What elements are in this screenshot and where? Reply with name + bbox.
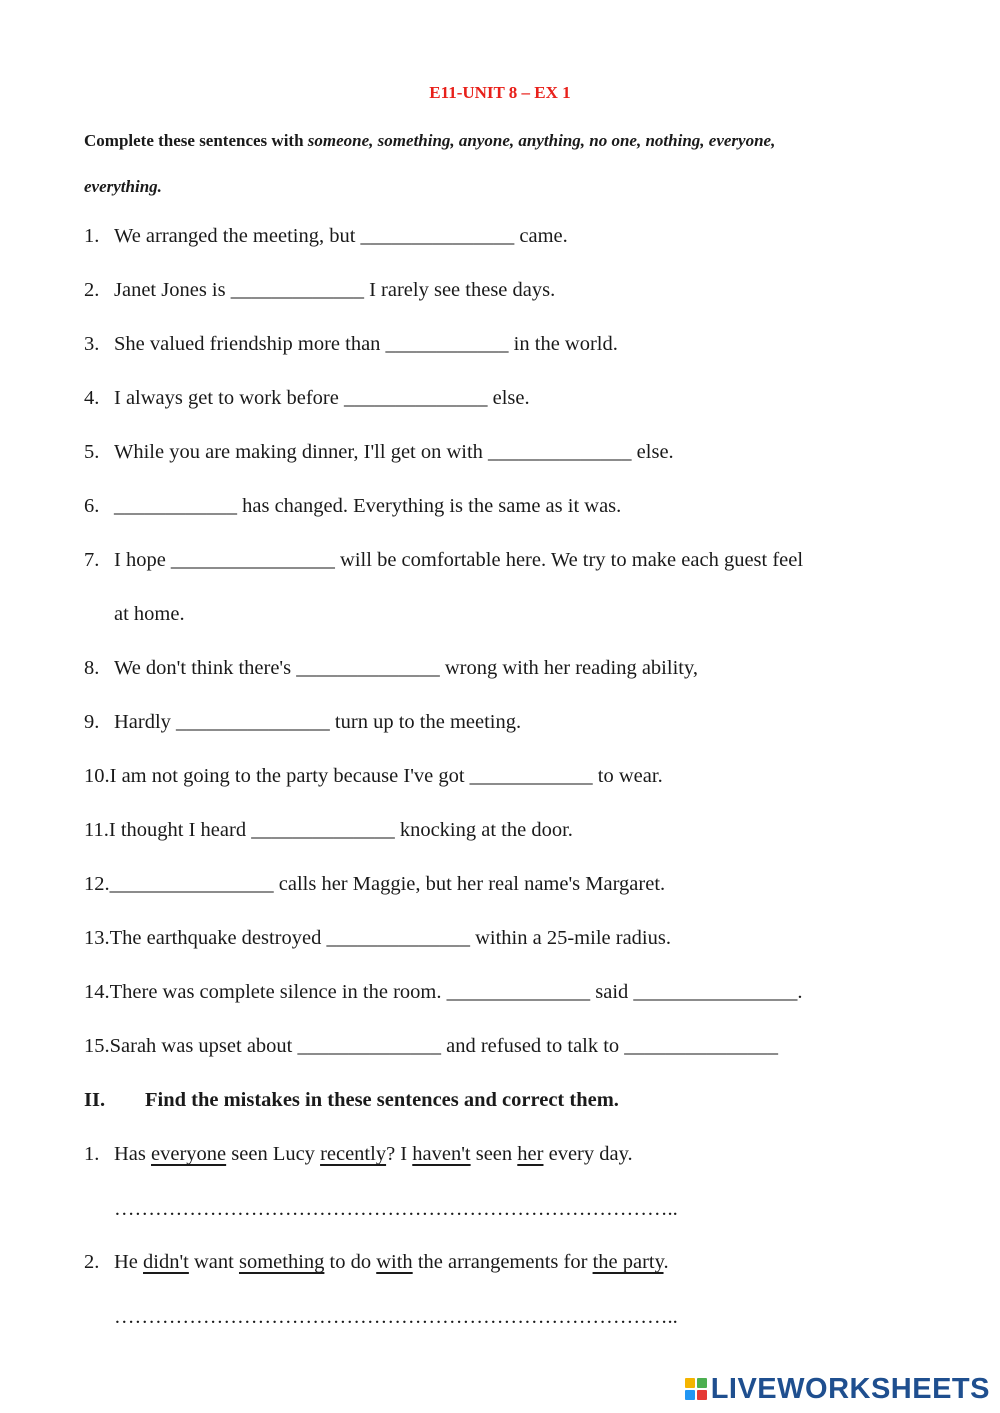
question-text: ____________ has changed. Everything is the same as it was. [114,495,622,517]
question-text: We arranged the meeting, but _______________ came. [114,225,568,247]
instructions-line-1 [84,131,775,151]
sentence-segment: . [663,1251,669,1273]
answer-line-1[interactable]: ……………………………………………………………………….. [114,1198,678,1220]
sentence-segment: every day. [543,1143,633,1165]
sentence-segment: to do [324,1251,377,1273]
question-number: 12. [84,873,110,895]
sentence-segment: want [188,1251,239,1273]
sentence-segment: He [114,1251,144,1273]
question-number: 9. [84,711,100,733]
answer-line-2[interactable]: ……………………………………………………………………….. [114,1306,678,1328]
logo-text: LIVEWORKSHEETS [710,1372,990,1405]
question-number: 4. [84,387,100,409]
question-number: 13. [84,927,110,949]
question-text: I am not going to the party because I've got ____________ to wear. [109,765,663,787]
sentence-segment: seen Lucy [226,1143,321,1165]
underlined-word: haven't [412,1143,471,1165]
question-text: Hardly _______________ turn up to the meeting. [114,711,522,733]
instructions-words-1: someone, something, anyone, anything, no one, nothing, everyone, [307,131,776,150]
question-number: 6. [84,495,100,517]
question-text-continuation: at home. [114,603,185,625]
question-number: 15. [84,1035,110,1057]
logo-square [697,1390,707,1400]
section-2-heading [84,1089,619,1112]
instructions-lead: Complete these sentences with [84,131,304,150]
question-14[interactable] [84,981,803,1004]
logo-square [697,1378,707,1388]
underlined-word: didn't [143,1251,189,1273]
question-13[interactable] [84,927,671,950]
section-heading-text: Find the mistakes in these sentences and correct them. [145,1089,619,1111]
logo-square [685,1378,695,1388]
liveworksheets-logo [685,1373,990,1405]
question-5[interactable] [84,441,674,464]
question-text [114,1251,669,1273]
worksheet-title: E11-UNIT 8 – EX 1 [429,83,571,102]
question-text: Janet Jones is _____________ I rarely see these days. [114,279,556,301]
question-number: 14. [84,981,110,1003]
question-6[interactable] [84,495,621,518]
mistake-question-2 [84,1251,669,1274]
underlined-word: her [517,1143,544,1165]
question-number: 1. [84,1143,100,1165]
mistake-question-1 [84,1143,633,1166]
question-7[interactable] [84,549,803,572]
question-text: I thought I heard ______________ knocking at the door. [108,819,573,841]
question-number: 2. [84,1251,100,1273]
question-text: We don't think there's ______________ wrong with her reading ability, [114,657,698,679]
underlined-word: something [238,1251,325,1273]
question-11[interactable] [84,819,573,842]
question-1[interactable] [84,225,568,248]
underlined-word: everyone [151,1143,227,1165]
instructions-line-2 [84,177,162,197]
question-number: 11. [84,819,109,841]
question-10[interactable] [84,765,663,788]
sentence-segment: the arrangements for [412,1251,593,1273]
question-text: There was complete silence in the room. ______________ said ________________. [109,981,803,1003]
question-9[interactable] [84,711,521,734]
question-15[interactable] [84,1035,778,1058]
question-text: ________________ calls her Maggie, but her real name's Margaret. [109,873,666,895]
question-number: 5. [84,441,100,463]
sentence-segment: ? I [386,1143,413,1165]
question-4[interactable] [84,387,530,410]
question-7-continuation [114,603,185,626]
question-number: 3. [84,333,100,355]
question-number: 1. [84,225,100,247]
question-12[interactable] [84,873,665,896]
instructions-words-2: everything. [84,177,162,196]
question-8[interactable] [84,657,698,680]
question-text: While you are making dinner, I'll get on with ______________ else. [114,441,674,463]
section-number: II. [84,1089,106,1111]
sentence-segment: Has [114,1143,152,1165]
question-text [114,1143,633,1165]
question-number: 7. [84,549,100,571]
question-text: I always get to work before ______________ else. [114,387,530,409]
question-2[interactable] [84,279,555,302]
question-3[interactable] [84,333,618,356]
underlined-word: recently [320,1143,387,1165]
question-text: Sarah was upset about ______________ and refused to talk to _______________ [109,1035,779,1057]
question-text: She valued friendship more than ____________ in the world. [114,333,618,355]
logo-square [685,1390,695,1400]
sentence-segment: seen [470,1143,518,1165]
underlined-word: with [376,1251,413,1273]
question-number: 2. [84,279,100,301]
question-text: I hope ________________ will be comfortable here. We try to make each guest feel [114,549,804,571]
question-number: 10. [84,765,110,787]
underlined-word: the party [592,1251,664,1273]
logo-mark-icon [685,1378,707,1400]
question-number: 8. [84,657,100,679]
question-text: The earthquake destroyed ______________ within a 25-mile radius. [109,927,671,949]
